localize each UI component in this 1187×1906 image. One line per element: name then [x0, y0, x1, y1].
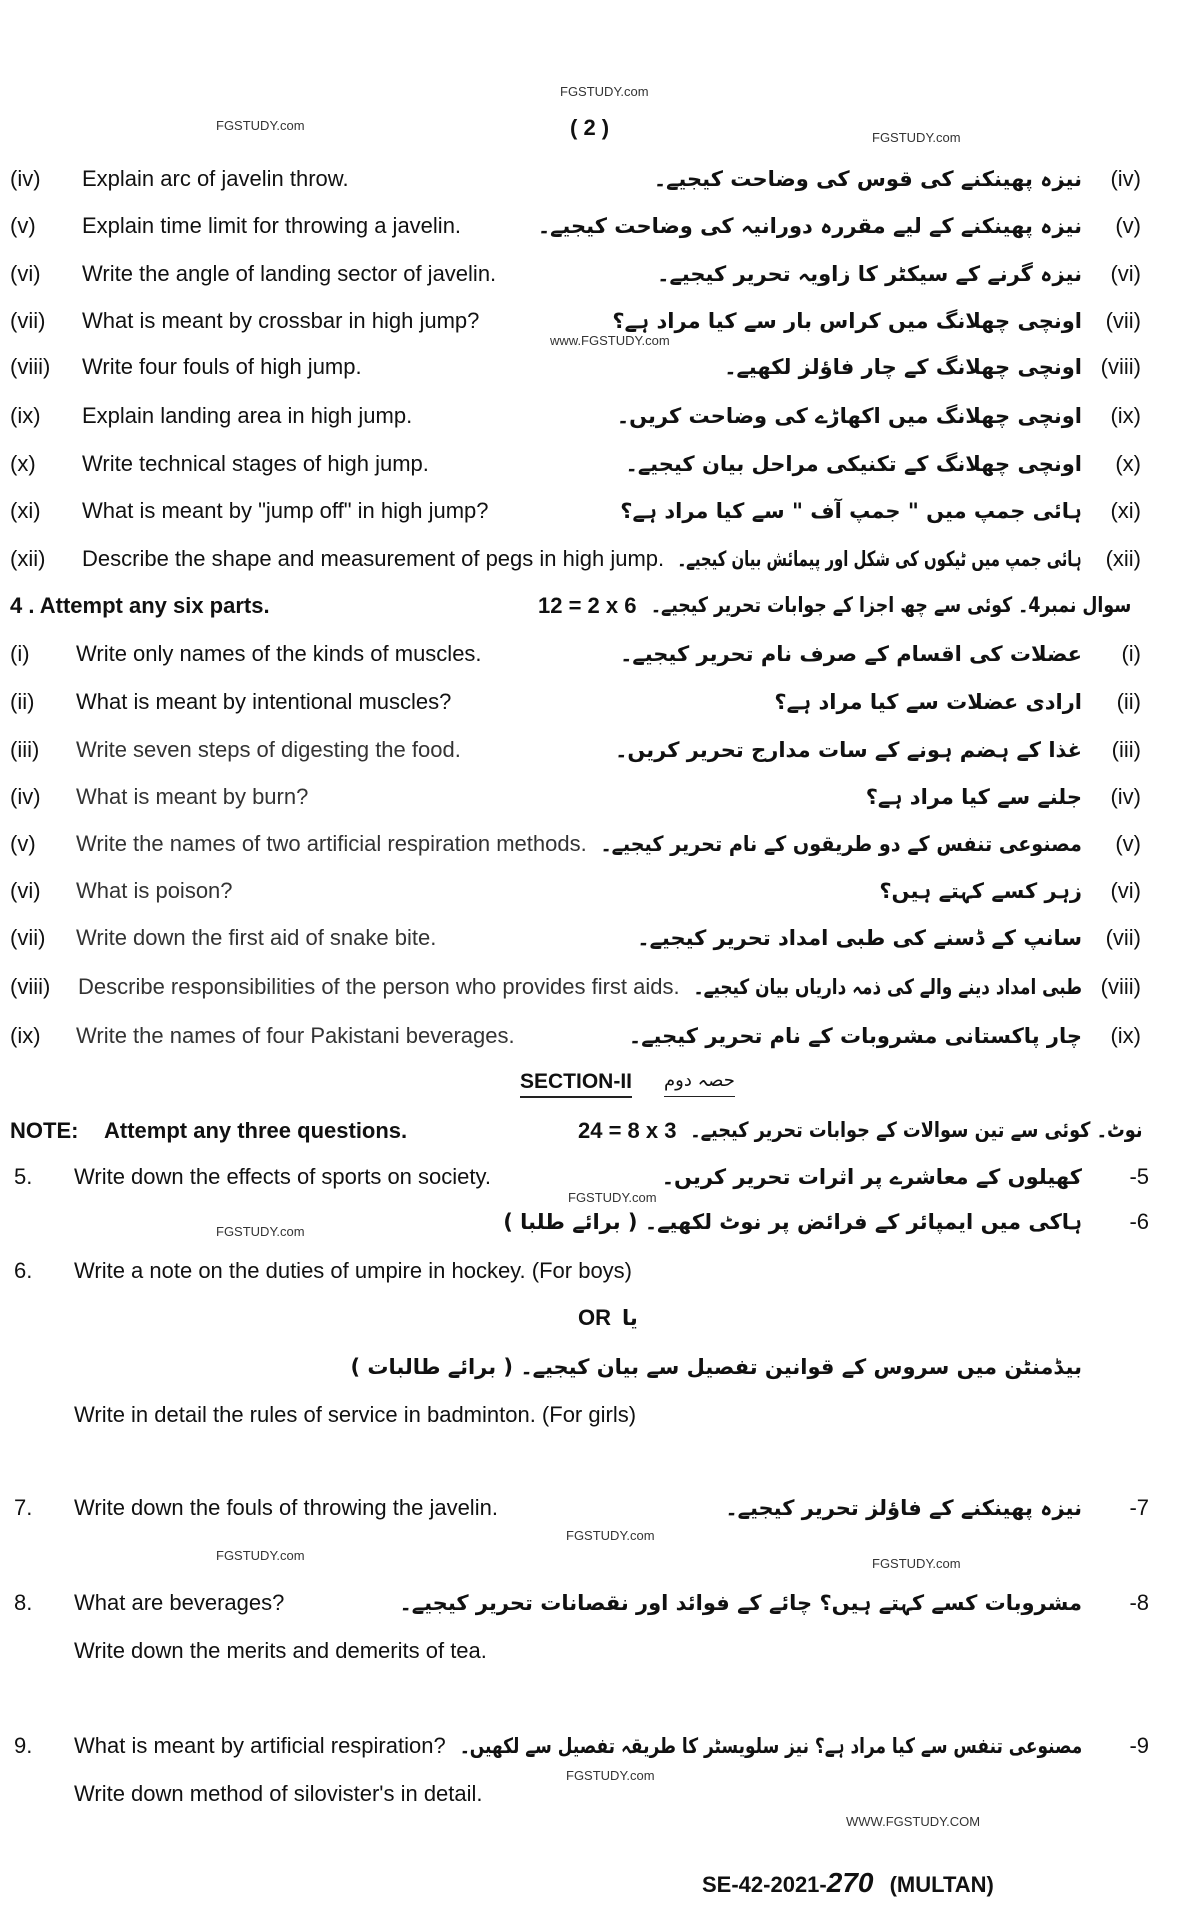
- note-text: Attempt any three questions.: [104, 1118, 408, 1143]
- question-number: 9.: [14, 1733, 33, 1758]
- part-number: (vii): [10, 308, 46, 333]
- part-number-urdu: (ii): [1116, 689, 1141, 714]
- part-number: (iv): [10, 166, 41, 191]
- question-text: What is meant by "jump off" in high jump?: [82, 498, 489, 523]
- part-number-urdu: (xi): [1110, 498, 1141, 523]
- question-text: Describe responsibilities of the person who provides first aids.: [78, 974, 680, 999]
- q4-heading-urdu: سوال نمبر4۔ کوئی سے چھ اجزا کے جوابات تحریر کیجیے۔: [650, 593, 1131, 617]
- question-text: Explain landing area in high jump.: [82, 403, 413, 428]
- q4-heading: 4 . Attempt any six parts.: [10, 593, 270, 618]
- part-number-urdu: (v): [1115, 831, 1141, 856]
- question-text: Write the names of two artificial respiration methods.: [76, 831, 587, 856]
- or-label-urdu: یا: [622, 1306, 638, 1330]
- question-urdu: مصنوعی تنفس سے کیا مراد ہے؟ نیز سلویسٹر کا طریقہ تفصیل سے لکھیں۔: [459, 1734, 1082, 1758]
- question-urdu: نیزہ پھینکنے کی قوس کی وضاحت کیجیے۔: [653, 167, 1082, 191]
- part-number: (v): [10, 831, 36, 856]
- question-urdu: جلنے سے کیا مراد ہے؟: [865, 785, 1082, 809]
- or-label: OR: [578, 1305, 611, 1330]
- part-number: (v): [10, 213, 36, 238]
- question-urdu: نیزہ پھینکنے کے لیے مقررہ دورانیہ کی وضاحت کیجیے۔: [537, 214, 1082, 238]
- question-text: Describe the shape and measurement of pegs in high jump.: [82, 546, 665, 571]
- part-number-urdu: (iii): [1111, 737, 1141, 762]
- section-title-urdu: حصہ دوم: [664, 1066, 735, 1097]
- part-number-urdu: (viii): [1100, 974, 1141, 999]
- question-text: What are beverages?: [74, 1590, 285, 1615]
- watermark: FGSTUDY.com: [560, 84, 649, 99]
- question-text-2: Write in detail the rules of service in badminton. (For girls): [74, 1402, 637, 1427]
- part-number-urdu: (i): [1121, 641, 1141, 666]
- question-urdu: کھیلوں کے معاشرے پر اثرات تحریر کریں۔: [661, 1165, 1082, 1189]
- question-text: Write a note on the duties of umpire in hockey. (For boys): [74, 1258, 633, 1283]
- watermark: FGSTUDY.com: [216, 1224, 305, 1239]
- question-urdu: اونچی چھلانگ میں کراس بار سے کیا مراد ہے؟: [612, 309, 1082, 333]
- question-number-urdu: -8: [1129, 1590, 1149, 1615]
- question-urdu: اونچی چھلانگ کے چار فاؤلز لکھیے۔: [724, 355, 1082, 379]
- part-number: (xii): [10, 546, 46, 571]
- question-urdu: چار پاکستانی مشروبات کے نام تحریر کیجیے۔: [628, 1024, 1082, 1048]
- section-title: SECTION-II: [520, 1068, 632, 1098]
- part-number: (ii): [10, 689, 35, 714]
- part-number: (i): [10, 641, 30, 666]
- part-number-urdu: (x): [1115, 451, 1141, 476]
- question-text: What is poison?: [76, 878, 233, 903]
- board-name: (MULTAN): [889, 1872, 994, 1897]
- question-urdu: ہائی جمپ میں ٹیکوں کی شکل اور پیمائش بیان کیجیے۔: [677, 547, 1082, 571]
- question-urdu: زہر کسے کہتے ہیں؟: [879, 879, 1082, 903]
- part-number-urdu: (vii): [1105, 925, 1141, 950]
- note-label: NOTE:: [10, 1118, 79, 1143]
- watermark: FGSTUDY.com: [568, 1190, 657, 1205]
- part-number: (iii): [10, 737, 40, 762]
- part-number: (iv): [10, 784, 41, 809]
- question-text-2: Write down the merits and demerits of tea.: [74, 1638, 487, 1663]
- question-text: Write four fouls of high jump.: [82, 354, 362, 379]
- question-number: 8.: [14, 1590, 33, 1615]
- part-number: (viii): [10, 974, 51, 999]
- question-number-urdu: -7: [1129, 1495, 1149, 1520]
- question-urdu-2: بیڈمنٹن میں سروس کے قوانین تفصیل سے بیان کیجیے۔ ( برائے طالبات ): [350, 1355, 1082, 1379]
- part-number: (vii): [10, 925, 46, 950]
- question-text: Explain arc of javelin throw.: [82, 166, 349, 191]
- question-text: Write the names of four Pakistani beverages.: [76, 1023, 515, 1048]
- part-number-urdu: (xii): [1105, 546, 1141, 571]
- part-number-urdu: (iv): [1110, 784, 1141, 809]
- question-number: 7.: [14, 1495, 33, 1520]
- question-number-urdu: -6: [1129, 1209, 1149, 1234]
- part-number-urdu: (ix): [1110, 403, 1141, 428]
- watermark: www.FGSTUDY.com: [550, 333, 670, 348]
- question-text: Write down the fouls of throwing the javelin.: [74, 1495, 498, 1520]
- question-urdu: مشروبات کسے کہتے ہیں؟ چائے کے فوائد اور نقصانات تحریر کیجیے۔: [399, 1591, 1082, 1615]
- question-urdu: مصنوعی تنفس کے دو طریقوں کے نام تحریر کیجیے۔: [600, 832, 1082, 856]
- watermark: WWW.FGSTUDY.COM: [846, 1814, 981, 1829]
- paper-code-prefix: SE-42-2021-: [702, 1872, 827, 1897]
- question-text: What is meant by artificial respiration?: [74, 1733, 446, 1758]
- part-number-urdu: (viii): [1100, 354, 1141, 379]
- note-marks: 24 = 8 x 3: [578, 1118, 677, 1143]
- question-number-urdu: -5: [1129, 1164, 1149, 1189]
- part-number: (vi): [10, 261, 41, 286]
- question-text: Write the angle of landing sector of javelin.: [82, 261, 497, 286]
- question-urdu: ارادی عضلات سے کیا مراد ہے؟: [774, 690, 1082, 714]
- part-number-urdu: (vi): [1110, 261, 1141, 286]
- part-number-urdu: (vi): [1110, 878, 1141, 903]
- part-number: (ix): [10, 1023, 41, 1048]
- part-number: (ix): [10, 403, 41, 428]
- part-number-urdu: (iv): [1110, 166, 1141, 191]
- part-number-urdu: (v): [1115, 213, 1141, 238]
- question-urdu: نیزہ گرنے کے سیکٹر کا زاویہ تحریر کیجیے۔: [657, 262, 1082, 286]
- q4-marks: 12 = 2 x 6: [538, 593, 637, 618]
- part-number-urdu: (vii): [1105, 308, 1141, 333]
- question-text: What is meant by intentional muscles?: [76, 689, 452, 714]
- question-urdu: غذا کے ہضم ہونے کے سات مدارج تحریر کریں۔: [615, 738, 1082, 762]
- watermark: FGSTUDY.com: [872, 130, 961, 145]
- part-number: (vi): [10, 878, 41, 903]
- question-text: What is meant by crossbar in high jump?: [82, 308, 480, 333]
- note-urdu: نوٹ۔ کوئی سے تین سوالات کے جوابات تحریر کیجیے۔: [690, 1118, 1143, 1142]
- question-number: 5.: [14, 1164, 33, 1189]
- question-text: What is meant by burn?: [76, 784, 309, 809]
- question-urdu: سانپ کے ڈسنے کی طبی امداد تحریر کیجیے۔: [637, 926, 1082, 950]
- question-text: Write down the first aid of snake bite.: [76, 925, 437, 950]
- question-text: Explain time limit for throwing a javelin.: [82, 213, 462, 238]
- watermark: FGSTUDY.com: [216, 118, 305, 133]
- question-urdu: طبی امداد دینے والے کی ذمہ داریاں بیان کیجیے۔: [693, 975, 1082, 999]
- part-number-urdu: (ix): [1110, 1023, 1141, 1048]
- part-number: (xi): [10, 498, 41, 523]
- watermark: FGSTUDY.com: [566, 1528, 655, 1543]
- question-number-urdu: -9: [1129, 1733, 1149, 1758]
- watermark: FGSTUDY.com: [566, 1768, 655, 1783]
- question-text-2: Write down method of silovister's in detail.: [74, 1781, 483, 1806]
- question-urdu: ہائی جمپ میں " جمپ آف " سے کیا مراد ہے؟: [620, 499, 1082, 523]
- watermark: FGSTUDY.com: [872, 1556, 961, 1571]
- question-urdu: نیزہ پھینکنے کے فاؤلز تحریر کیجیے۔: [725, 1496, 1082, 1520]
- paper-code-number: 270: [826, 1867, 874, 1898]
- question-text: Write technical stages of high jump.: [82, 451, 429, 476]
- question-urdu: عضلات کی اقسام کے صرف نام تحریر کیجیے۔: [620, 642, 1082, 666]
- part-number: (x): [10, 451, 36, 476]
- part-number: (viii): [10, 354, 51, 379]
- watermark: FGSTUDY.com: [216, 1548, 305, 1563]
- question-number: 6.: [14, 1258, 33, 1283]
- question-urdu: ہاکی میں ایمپائر کے فرائض پر نوٹ لکھیے۔ ( برائے طلبا ): [503, 1210, 1082, 1234]
- question-text: Write seven steps of digesting the food.: [76, 737, 461, 762]
- question-text: Write only names of the kinds of muscles.: [76, 641, 482, 666]
- question-text: Write down the effects of sports on society.: [74, 1164, 491, 1189]
- paper-code: [702, 1866, 994, 1902]
- question-urdu: اونچی چھلانگ کے تکنیکی مراحل بیان کیجیے۔: [625, 452, 1082, 476]
- page-number: ( 2 ): [570, 115, 610, 140]
- question-urdu: اونچی چھلانگ میں اکھاڑے کی وضاحت کریں۔: [616, 404, 1082, 428]
